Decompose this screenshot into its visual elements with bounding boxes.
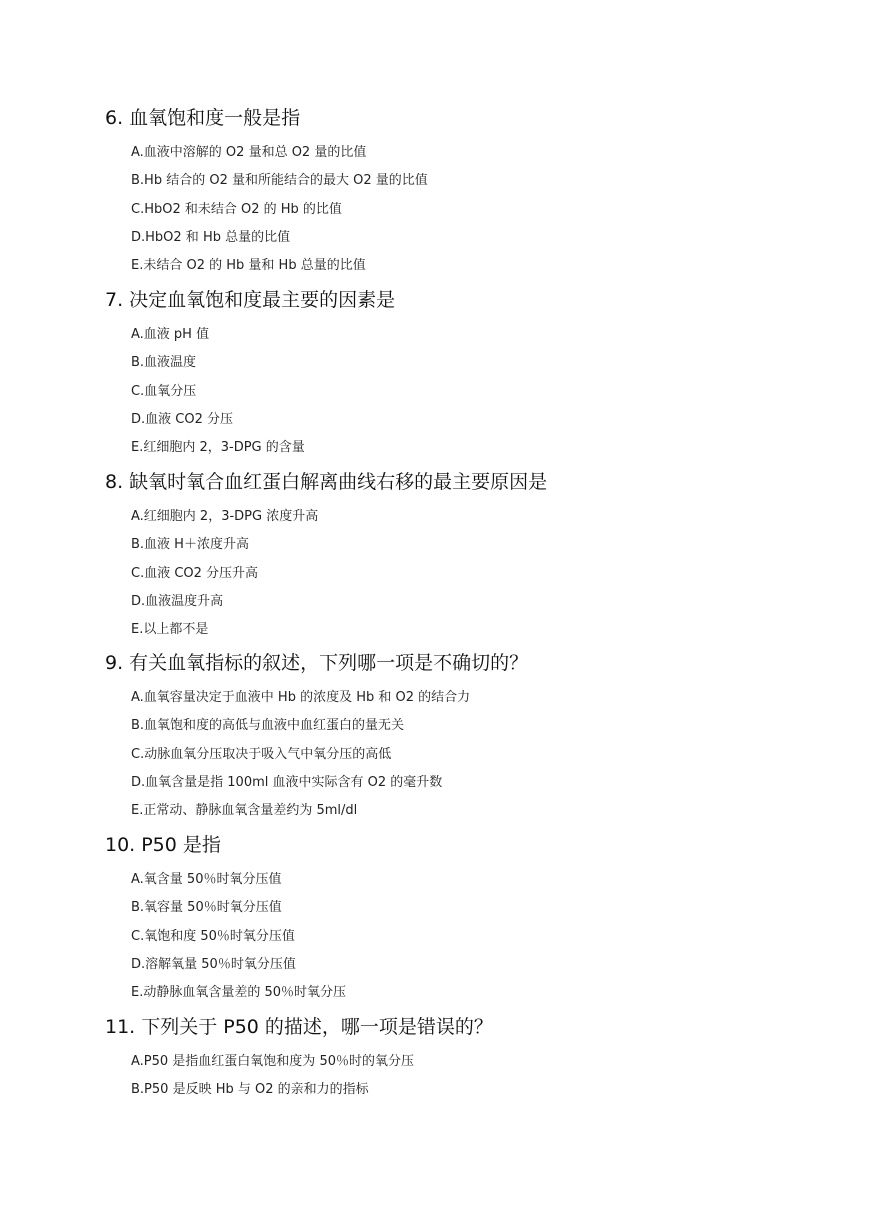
option-e: E.红细胞内 2，3-DPG 的含量 [131, 440, 305, 455]
question-title [105, 651, 528, 675]
option-a: A.血液 pH 值 [131, 327, 210, 342]
option-c: C.动脉血氧分压取决于吸入气中氧分压的高低 [131, 747, 392, 762]
question-title [105, 106, 300, 130]
question-number: 6. [105, 107, 124, 129]
option-d: D.溶解氧量 50％时氧分压值 [131, 957, 296, 972]
option-d: D.血氧含量是指 100ml 血液中实际含有 O2 的毫升数 [131, 775, 443, 790]
option-a: A.红细胞内 2，3-DPG 浓度升高 [131, 509, 319, 524]
option-a: A.氧含量 50％时氧分压值 [131, 872, 282, 887]
question-title [105, 833, 221, 857]
question-number: 11. [105, 1016, 136, 1038]
question-text: 血氧饱和度一般是指 [129, 107, 301, 129]
question-text: 决定血氧饱和度最主要的因素是 [129, 289, 396, 311]
option-e: E.动静脉血氧含量差的 50％时氧分压 [131, 985, 347, 1000]
option-d: D.血液 CO2 分压 [131, 412, 233, 427]
question-number: 7. [105, 289, 124, 311]
question-text: 缺氧时氧合血红蛋白解离曲线右移的最主要原因是 [129, 471, 548, 493]
option-e: E.未结合 O2 的 Hb 量和 Hb 总量的比值 [131, 258, 366, 273]
option-e: E.以上都不是 [131, 622, 209, 637]
option-c: C.氧饱和度 50％时氧分压值 [131, 929, 295, 944]
question-text: 有关血氧指标的叙述，下列哪一项是不确切的？ [129, 652, 529, 674]
option-a: A.血液中溶解的 O2 量和总 O2 量的比值 [131, 145, 367, 160]
option-d: D.HbO2 和 Hb 总量的比值 [131, 230, 291, 245]
question-number: 9. [105, 652, 124, 674]
option-a: A.血氧容量决定于血液中 Hb 的浓度及 Hb 和 O2 的结合力 [131, 690, 471, 705]
question-number: 10. [105, 834, 136, 856]
option-c: C.血氧分压 [131, 384, 197, 399]
option-c: C.HbO2 和未结合 O2 的 Hb 的比值 [131, 202, 342, 217]
option-c: C.血液 CO2 分压升高 [131, 566, 259, 581]
option-a: A.P50 是指血红蛋白氧饱和度为 50％时的氧分压 [131, 1054, 414, 1069]
option-b: B.Hb 结合的 O2 量和所能结合的最大 O2 量的比值 [131, 173, 428, 188]
option-b: B.氧容量 50％时氧分压值 [131, 900, 282, 915]
option-e: E.正常动、静脉血氧含量差约为 5ml/dl [131, 803, 358, 818]
option-d: D.血液温度升高 [131, 594, 224, 609]
question-number: 8. [105, 471, 124, 493]
option-b: B.血液温度 [131, 355, 197, 370]
question-text: 下列关于 P50 的描述，哪一项是错误的？ [141, 1016, 493, 1038]
question-text: P50 是指 [141, 834, 221, 856]
question-title [105, 288, 395, 312]
question-title [105, 1015, 493, 1039]
option-b: B.血氧饱和度的高低与血液中血红蛋白的量无关 [131, 718, 405, 733]
question-title [105, 470, 547, 494]
option-b: B.P50 是反映 Hb 与 O2 的亲和力的指标 [131, 1082, 369, 1097]
option-b: B.血液 H＋浓度升高 [131, 537, 249, 552]
